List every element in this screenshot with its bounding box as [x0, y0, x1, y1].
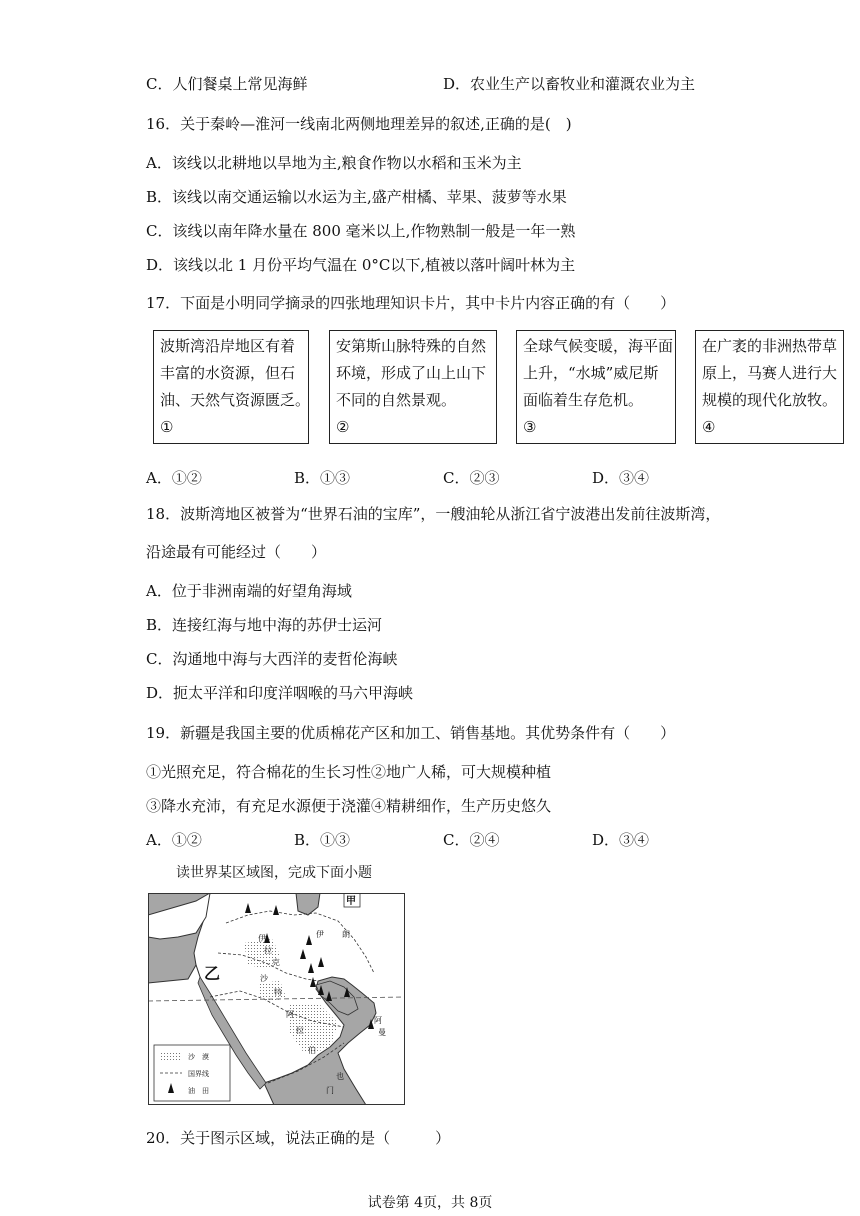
- card-text: 面临着生存危机。: [523, 391, 644, 409]
- card-text: 油、天然气资源匮乏。: [160, 391, 311, 409]
- q19-stem: 19．新疆是我国主要的优质棉花产区和加工、销售基地。其优势条件有（ ）: [146, 724, 676, 742]
- knowledge-card-3: [516, 330, 676, 444]
- q17-option-a: A．①②: [146, 469, 202, 487]
- q18-option-c: C．沟通地中海与大西洋的麦哲伦海峡: [146, 650, 398, 668]
- knowledge-card-2: [329, 330, 497, 444]
- q19-statement-line-2: ③降水充沛，有充足水源便于浇灌④精耕细作，生产历史悠久: [146, 797, 552, 815]
- card-text: 波斯湾沿岸地区有着: [160, 337, 296, 355]
- saudi-label-2: 特: [274, 988, 282, 997]
- q19-option-c: C．②④: [443, 831, 500, 849]
- q15-option-d: D．农业生产以畜牧业和灌溉农业为主: [443, 75, 696, 93]
- map-intro: 读世界某区域图，完成下面小题: [176, 865, 372, 881]
- q16-option-b: B．该线以南交通运输以水运为主,盛产柑橘、苹果、菠萝等水果: [146, 188, 567, 206]
- iraq-label-3: 克: [272, 958, 280, 967]
- card-text: 环境，形成了山上山下: [336, 364, 487, 382]
- card-text: 不同的自然景观。: [336, 391, 457, 409]
- q18-stem: 18．波斯湾地区被誉为“世界石油的宝库”，一艘油轮从浙江省宁波港出发前往波斯湾，: [146, 505, 721, 523]
- knowledge-card-4: [695, 330, 844, 444]
- card-text: 上升，“水城”威尼斯: [523, 364, 659, 382]
- q17-stem: 17．下面是小明同学摘录的四张地理知识卡片，其中卡片内容正确的有（ ）: [146, 294, 676, 312]
- card-text: 丰富的水资源，但石: [160, 364, 296, 382]
- page-footer: 试卷第 4页，共 8页: [367, 1195, 493, 1211]
- q19-statement-line-1: ①光照充足，符合棉花的生长习性②地广人稀，可大规模种植: [146, 763, 552, 781]
- q16-option-d: D．该线以北 1 月份平均气温在 0°C以下,植被以落叶阔叶林为主: [146, 256, 576, 274]
- legend-desert-swatch: [160, 1051, 182, 1061]
- card-number: ④: [702, 418, 716, 436]
- legend-border-label: 国界线: [188, 1070, 209, 1078]
- card-text: 安第斯山脉特殊的自然: [336, 337, 487, 355]
- q16-option-a: A．该线以北耕地以旱地为主,粮食作物以水稻和玉米为主: [146, 154, 522, 172]
- oman-label-1: 阿: [374, 1016, 382, 1025]
- knowledge-card-1: [153, 330, 309, 444]
- legend-desert-label: 沙 漠: [188, 1053, 209, 1061]
- q19-option-a: A．①②: [146, 831, 202, 849]
- card-number: ①: [160, 418, 174, 436]
- card-text: 全球气候变暖，海平面: [523, 337, 674, 355]
- yemen-label-1: 也: [336, 1072, 344, 1081]
- q19-option-b: B．①③: [294, 831, 351, 849]
- q20-stem: 20．关于图示区域，说法正确的是（ ）: [146, 1129, 451, 1147]
- q17-option-b: B．①③: [294, 469, 351, 487]
- card-text: 原上，马赛人进行大: [702, 364, 838, 382]
- q16-option-c: C．该线以南年降水量在 800 毫米以上,作物熟制一般是一年一熟: [146, 222, 576, 240]
- iran-label-2: 朗: [342, 930, 350, 939]
- q16-stem: 16．关于秦岭—淮河一线南北两侧地理差异的叙述,正确的是( ): [146, 115, 572, 133]
- saudi-label-5: 伯: [308, 1046, 316, 1055]
- iran-label-1: 伊: [316, 930, 324, 939]
- iraq-label-2: 拉: [264, 946, 272, 955]
- saudi-label-3: 阿: [286, 1010, 294, 1019]
- card-number: ③: [523, 418, 537, 436]
- saudi-label-1: 沙: [260, 974, 268, 983]
- q18-option-a: A．位于非洲南端的好望角海域: [146, 582, 352, 600]
- card-text: 在广袤的非洲热带草: [702, 337, 838, 355]
- q18-option-b: B．连接红海与地中海的苏伊士运河: [146, 616, 383, 634]
- iraq-label-1: 伊: [258, 934, 266, 943]
- jia-label: 甲: [346, 896, 356, 907]
- card-number: ②: [336, 418, 350, 436]
- card-text: 规模的现代化放牧。: [702, 391, 838, 409]
- q19-option-d: D．③④: [592, 831, 650, 849]
- q17-option-c: C．②③: [443, 469, 500, 487]
- yi-label: 乙: [204, 964, 221, 983]
- region-map: [148, 893, 405, 1105]
- yemen-label-2: 门: [326, 1086, 334, 1095]
- legend-oil-label: 油 田: [188, 1087, 209, 1095]
- q18-stem-continued: 沿途最有可能经过（ ）: [146, 543, 327, 561]
- q17-option-d: D．③④: [592, 469, 650, 487]
- q18-option-d: D．扼太平洋和印度洋咽喉的马六甲海峡: [146, 684, 414, 702]
- saudi-label-4: 拉: [296, 1026, 304, 1035]
- oman-label-2: 曼: [378, 1028, 386, 1037]
- q15-option-c: C．人们餐桌上常见海鲜: [146, 75, 308, 93]
